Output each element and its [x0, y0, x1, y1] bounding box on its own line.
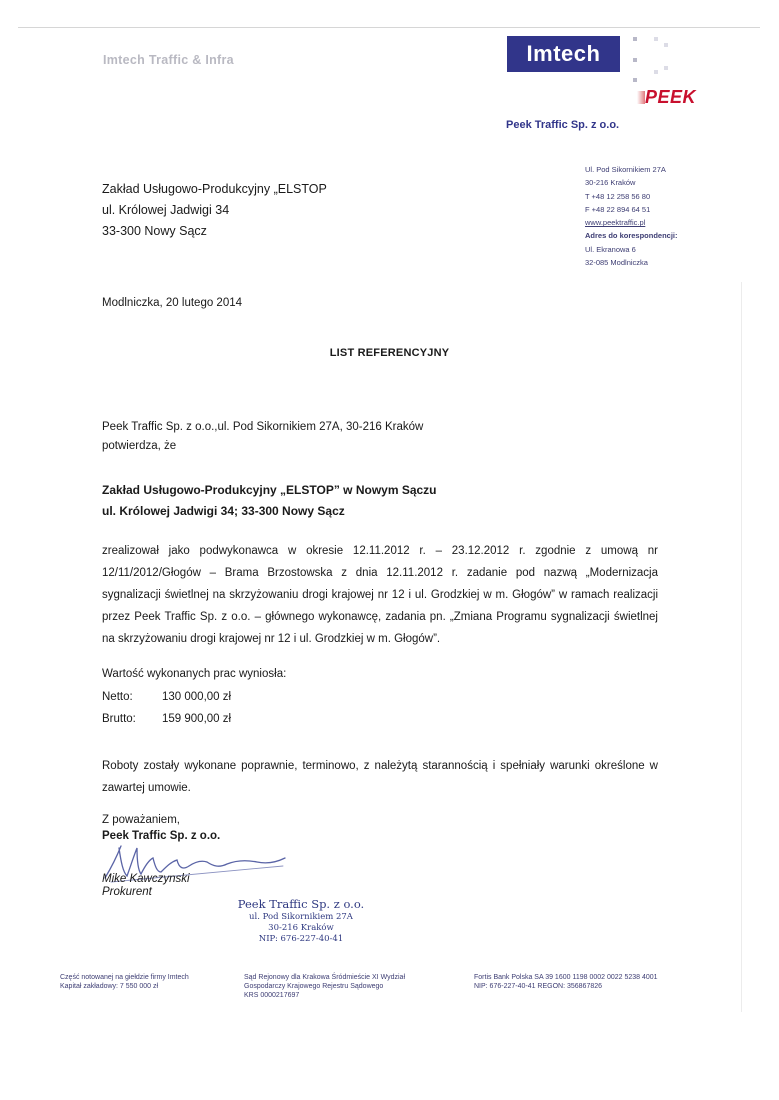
confirmation-line: potwierdza, że [102, 440, 177, 452]
contact-website-link[interactable]: www.peektraffic.pl [585, 218, 646, 228]
footer-line: Fortis Bank Polska SA 39 1600 1198 0002 0022 5238 4001 [474, 974, 658, 981]
addressee-block [102, 179, 327, 242]
closing-paragraph: Roboty zostały wykonane poprawnie, terminowo, z należytą starannością i spełniały warunki określone w zawartej umowie. [102, 760, 658, 794]
subject-company-address: ul. Królowej Jadwigi 34; 33-300 Nowy Sącz [102, 504, 345, 518]
logo-dot [633, 58, 637, 62]
regards-company: Peek Traffic Sp. z o.o. [102, 830, 221, 842]
contact-city: 30-216 Kraków [585, 178, 636, 188]
subject-company [102, 480, 437, 522]
footer-line: KRS 0000217697 [244, 992, 300, 999]
brand-text: Imtech Traffic & Infra [103, 53, 234, 67]
footer-line: NIP: 676-227-40-41 REGON: 356867826 [474, 983, 603, 990]
body-paragraph: zrealizował jako podwykonawca w okresie 12.11.2012 r. – 23.12.2012 r. zgodnie z umową nr 12/11/2012/Głogów – Brama Brzostowska z dnia 12.11.2012 r. zadanie pod nazwą „Modernizacja sygnalizacji świetlnej na skrzyżowaniu drogi krajowej nr 12 i ul. Grodzkiej w m. Głogów” w ramach realizacji przez Peek Traffic Sp. z o.o. – głównego wykonawcę, zadania pn. „Zmiana Programu sygnalizacji świetlnej na skrzyżowaniu drogi krajowej nr 12 i ul. Grodzkiej w m. Głogów”. [102, 545, 658, 645]
net-amount-row [102, 691, 322, 703]
logo-dot [654, 70, 658, 74]
stamp-city: 30-216 Kraków [268, 923, 334, 933]
footer-col-court [244, 973, 405, 1000]
logo-dot [654, 37, 658, 41]
correspondence-label: Adres do korespondencji: [585, 231, 678, 241]
addressee-line: 33-300 Nowy Sącz [102, 224, 207, 238]
confirmation-block [102, 418, 423, 456]
logo-dot [664, 43, 668, 47]
logo-dot [633, 37, 637, 41]
subject-company-name: Zakład Usługowo-Produkcyjny „ELSTOP” w Nowym Sączu [102, 483, 437, 497]
net-label: Netto: [102, 691, 133, 703]
header-divider [18, 27, 760, 28]
net-amount: 130 000,00 zł [162, 691, 232, 703]
signer-role: Prokurent [102, 886, 152, 898]
letter-title: LIST REFERENCYJNY [329, 347, 450, 359]
value-label: Wartość wykonanych prac wyniosła: [102, 668, 287, 680]
contact-block [585, 163, 678, 269]
footer-line: Sąd Rejonowy dla Krakowa Śródmieście XI Wydział [244, 974, 406, 981]
stamp-street: ul. Pod Sikornikiem 27A [249, 912, 353, 922]
contact-fax: F +48 22 894 64 51 [585, 204, 651, 214]
addressee-line: Zakład Usługowo-Produkcyjny „ELSTOP [102, 182, 327, 196]
footer-col-bank [474, 973, 658, 991]
logo-dot [633, 78, 637, 82]
regards-line: Z poważaniem, [102, 814, 180, 826]
correspondence-street: Ul. Ekranowa 6 [585, 244, 636, 254]
logo-dot [664, 66, 668, 70]
footer-line: Część notowanej na giełdzie firmy Imtech [60, 974, 189, 981]
page-edge-line [741, 282, 742, 1012]
confirmation-line: Peek Traffic Sp. z o.o.,ul. Pod Sikornikiem 27A, 30-216 Kraków [102, 421, 424, 433]
stamp-nip: NIP: 676-227-40-41 [258, 934, 344, 944]
contact-phone: T +48 12 258 56 80 [585, 191, 651, 201]
gross-label: Brutto: [102, 713, 136, 725]
signer-name: Mike Kawczynski [102, 873, 190, 885]
footer-col-company [60, 973, 189, 991]
correspondence-city: 32-085 Modlniczka [585, 258, 648, 268]
addressee-line: ul. Królowej Jadwigi 34 [102, 203, 230, 217]
footer-line: Kapitał zakładowy: 7 550 000 zł [60, 983, 159, 990]
peek-logo: PEEK [645, 87, 697, 107]
peek-logo-bar [637, 91, 645, 104]
imtech-logo: Imtech [507, 36, 620, 72]
gross-amount-row [102, 713, 322, 725]
contact-street: Ul. Pod Sikornikiem 27A [585, 165, 666, 174]
company-stamp [230, 897, 372, 945]
letter-date: Modlniczka, 20 lutego 2014 [102, 297, 243, 309]
stamp-company: Peek Traffic Sp. z o.o. [237, 897, 365, 911]
letterhead-company-name: Peek Traffic Sp. z o.o. [506, 119, 620, 131]
gross-amount: 159 900,00 zł [162, 713, 232, 725]
signer-block [102, 873, 190, 899]
footer-line: Gospodarczy Krajowego Rejestru Sądowego [244, 983, 384, 990]
